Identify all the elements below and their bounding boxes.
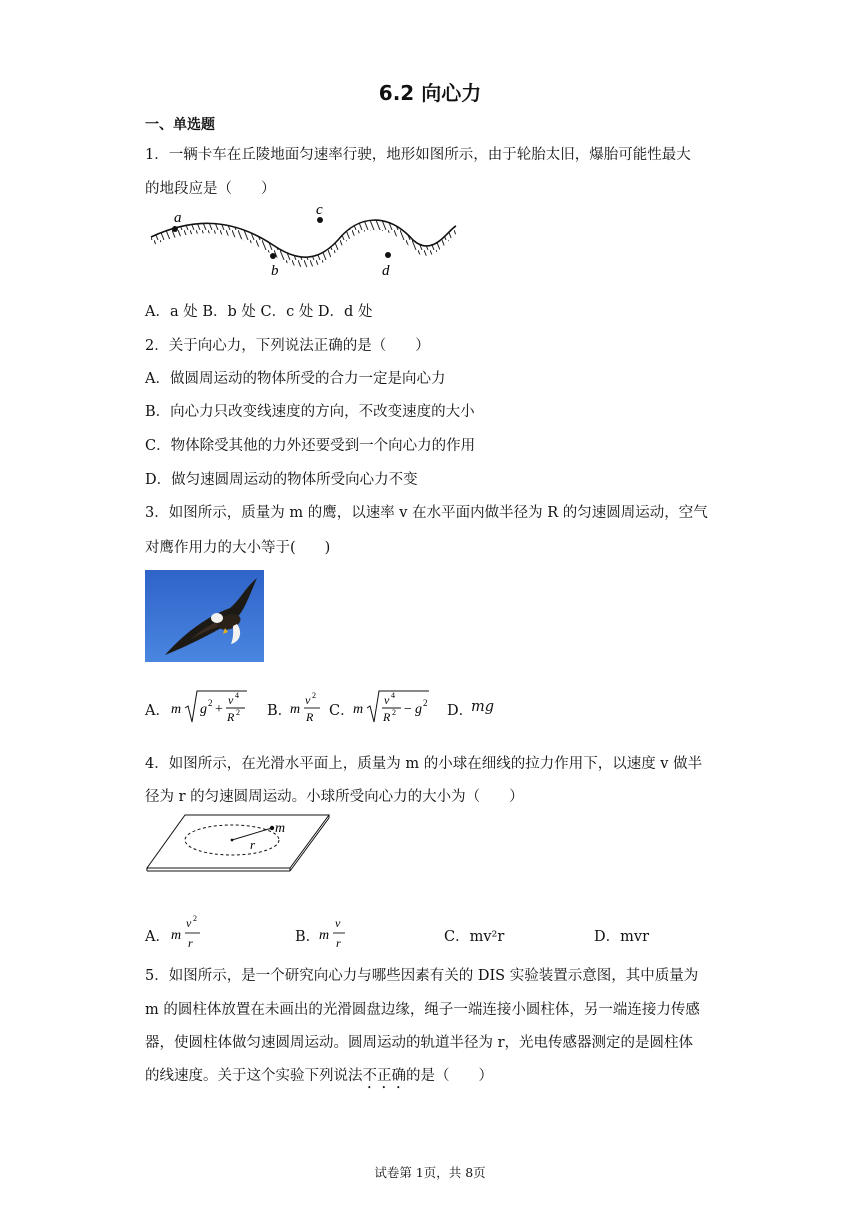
q4-text-line2: 径为 r 的匀速圆周运动。小球所受向心力的大小为（ ） <box>145 789 524 805</box>
label-m: m <box>275 821 286 836</box>
q5-text-line3: 器，使圆柱体做匀速圆周运动。圆周运动的轨道半径为 r，光电传感器测定的是圆柱体 <box>145 1035 694 1051</box>
svg-text:2: 2 <box>193 914 197 923</box>
svg-text:R: R <box>227 710 235 724</box>
svg-text:2: 2 <box>312 691 316 700</box>
q3-option-a-formula <box>169 688 249 726</box>
q3-options <box>145 688 705 728</box>
svg-text:g: g <box>415 702 422 717</box>
svg-text:v: v <box>305 693 311 707</box>
svg-text:g: g <box>200 702 207 717</box>
point-a <box>172 226 178 232</box>
q4-option-d: D．mvr <box>594 929 649 945</box>
q1-text-line2: 的地段应是（ ） <box>145 181 276 197</box>
q1-text-line1: 1．一辆卡车在丘陵地面匀速率行驶，地形如图所示，由于轮胎太旧，爆胎可能性最大 <box>145 147 691 163</box>
page-footer: 试卷第 1页，共 8页 <box>374 1165 486 1180</box>
q4-option-b-label: B． <box>295 929 321 945</box>
q5-text-line4 <box>145 1064 493 1092</box>
svg-text:2: 2 <box>392 708 396 717</box>
terrain-figure <box>148 200 458 282</box>
label-c: c <box>316 202 323 218</box>
svg-text:2: 2 <box>208 698 213 708</box>
svg-text:4: 4 <box>391 691 395 700</box>
q5-text-line1: 5．如图所示，是一个研究向心力与哪些因素有关的 DIS 实验装置示意图，其中质量为 <box>145 968 699 984</box>
q3-option-c-label: C． <box>329 703 355 719</box>
q2-option-c: C．物体除受其他的力外还要受到一个向心力的作用 <box>145 438 476 454</box>
svg-text:2: 2 <box>423 698 428 708</box>
svg-text:−: − <box>404 702 412 717</box>
label-b: b <box>271 263 279 279</box>
q4-option-b-formula <box>317 912 351 954</box>
q3-option-b-formula <box>290 688 324 726</box>
label-d: d <box>382 263 390 279</box>
svg-text:v: v <box>228 693 234 707</box>
svg-text:m: m <box>171 928 182 943</box>
q5-line4-pre: 的线速度。关于这个实验下列说法 <box>145 1068 363 1084</box>
page-title: 6.2 向心力 <box>378 81 482 105</box>
svg-text:2: 2 <box>236 708 240 717</box>
svg-text:m: m <box>353 702 364 717</box>
circular-motion-figure <box>145 812 331 872</box>
svg-text:v: v <box>384 693 390 707</box>
q2-option-d: D．做匀速圆周运动的物体所受向心力不变 <box>145 472 418 488</box>
q4-option-a-formula <box>169 912 203 954</box>
svg-text:r: r <box>188 936 193 950</box>
svg-text:v: v <box>186 916 192 930</box>
q5-emphasis: 不正确 <box>362 1068 406 1084</box>
q2-text: 2．关于向心力，下列说法正确的是（ ） <box>145 338 430 354</box>
q3-text-line2: 对鹰作用力的大小等于( ) <box>145 540 331 556</box>
svg-text:r: r <box>336 936 341 950</box>
q2-option-a: A．做圆周运动的物体所受的合力一定是向心力 <box>145 371 446 387</box>
svg-text:4: 4 <box>235 691 239 700</box>
q4-options <box>145 912 705 954</box>
q3-text-line1: 3．如图所示，质量为 m 的鹰，以速率 v 在水平面内做半径为 R 的匀速圆周运动，空气 <box>145 505 708 521</box>
q3-option-d-label: D． <box>447 703 474 719</box>
eagle-photo <box>145 570 264 662</box>
label-a: a <box>174 210 182 226</box>
q3-option-a-label: A． <box>145 703 170 719</box>
section-heading: 一、单选题 <box>145 117 215 133</box>
svg-text:R: R <box>306 710 314 724</box>
q1-options: A．a 处 B．b 处 C．c 处 D．d 处 <box>145 304 373 320</box>
point-d <box>385 252 391 258</box>
q2-option-b: B．向心力只改变线速度的方向，不改变速度的大小 <box>145 404 475 420</box>
q5-text-line2: m 的圆柱体放置在未画出的光滑圆盘边缘，绳子一端连接小圆柱体，另一端连接力传感 <box>145 1002 700 1018</box>
svg-text:m: m <box>171 702 182 717</box>
q4-option-a-label: A． <box>145 929 170 945</box>
q3-option-d-value: mg <box>471 699 495 715</box>
q4-option-c: C．mv²r <box>444 929 505 945</box>
svg-text:m: m <box>290 702 301 717</box>
label-r: r <box>250 837 256 852</box>
q3-option-c-formula <box>351 688 431 726</box>
point-b <box>270 253 276 259</box>
q4-text-line1: 4．如图所示，在光滑水平面上，质量为 m 的小球在细线的拉力作用下，以速度 v 做半 <box>145 756 703 772</box>
svg-text:+: + <box>215 702 223 717</box>
q5-line4-post: 的是（ ） <box>406 1068 493 1084</box>
q3-option-b-label: B． <box>267 703 293 719</box>
svg-text:v: v <box>335 916 341 930</box>
svg-text:R: R <box>383 710 391 724</box>
svg-text:m: m <box>319 928 330 943</box>
